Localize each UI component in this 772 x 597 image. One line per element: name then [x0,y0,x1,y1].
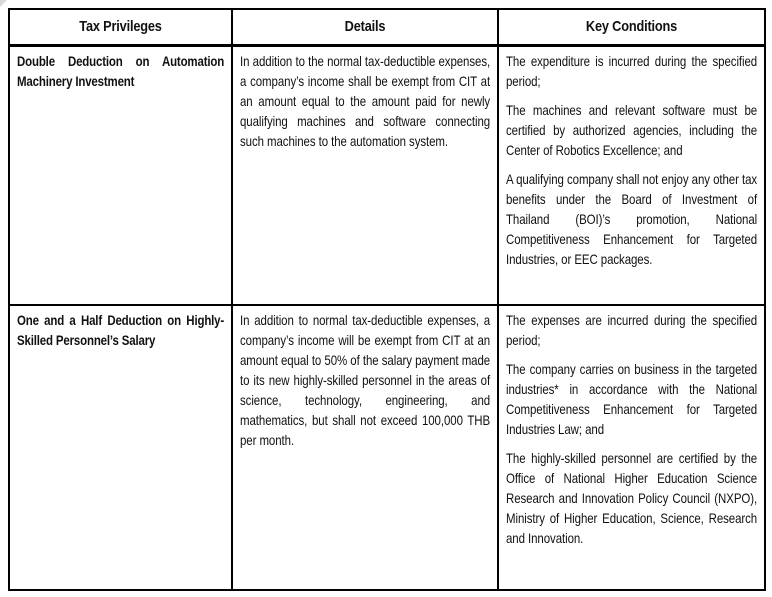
privilege-title: Double Deduction on Automation Machinery Investment [17,52,225,89]
conditions-cell [498,305,765,590]
condition-paragraph: The expenditure is incurred during the specified period; [506,52,758,89]
privilege-cell [9,305,232,590]
details-cell [232,45,498,305]
header-row [9,9,765,45]
details-paragraph: In addition to normal tax-deductible expenses, a company’s income will be exempt from CIT at an amount equal to 50% of the salary payment made to its new highly-skilled personnel in the areas of science, technology, engineering, and mathematics, but shall not exceed 100,000 THB per month. [240,312,491,448]
details-cell [232,305,498,590]
header-tax-privileges-label: Tax Privileges [79,18,162,36]
header-tax-privileges [9,9,232,45]
condition-paragraph: The machines and relevant software must be certified by authorized agencies, including the Center of Robotics Excellence; and [506,101,758,158]
tax-privileges-table [8,8,766,591]
privilege-title: One and a Half Deduction on Highly-Skilled Personnel’s Salary [17,312,225,348]
condition-paragraph: A qualifying company shall not enjoy any other tax benefits under the Board of Investment of Thailand (BOI)’s promotion, National Competitiveness Enhancement for Targeted Industries, or EEC packages. [506,170,758,267]
condition-paragraph: The highly-skilled personnel are certified by the Office of National Higher Education Science Research and Innovation Policy Council (NXPO), Ministry of Higher Education, Science, Research and Innovation. [506,450,758,546]
table-row-highly-skilled-salary [9,305,765,590]
details-paragraph: In addition to the normal tax-deductible expenses, a company’s income shall be exempt from CIT at an amount equal to the amount paid for newly qualifying machines and software connecting such machines to the automation system. [240,52,491,149]
header-details [232,9,498,45]
table-row-automation-machinery [9,45,765,305]
header-key-conditions-label: Key Conditions [585,18,678,36]
header-key-conditions [498,9,765,45]
condition-paragraph: The company carries on business in the targeted industries* in accordance with the National Competitiveness Enhancement for Targeted Industries Law; and [506,361,758,437]
corner-artifact [0,0,7,7]
header-details-label: Details [344,18,386,36]
condition-paragraph: The expenses are incurred during the specified period; [506,312,758,348]
conditions-cell [498,45,765,305]
privilege-cell [9,45,232,305]
